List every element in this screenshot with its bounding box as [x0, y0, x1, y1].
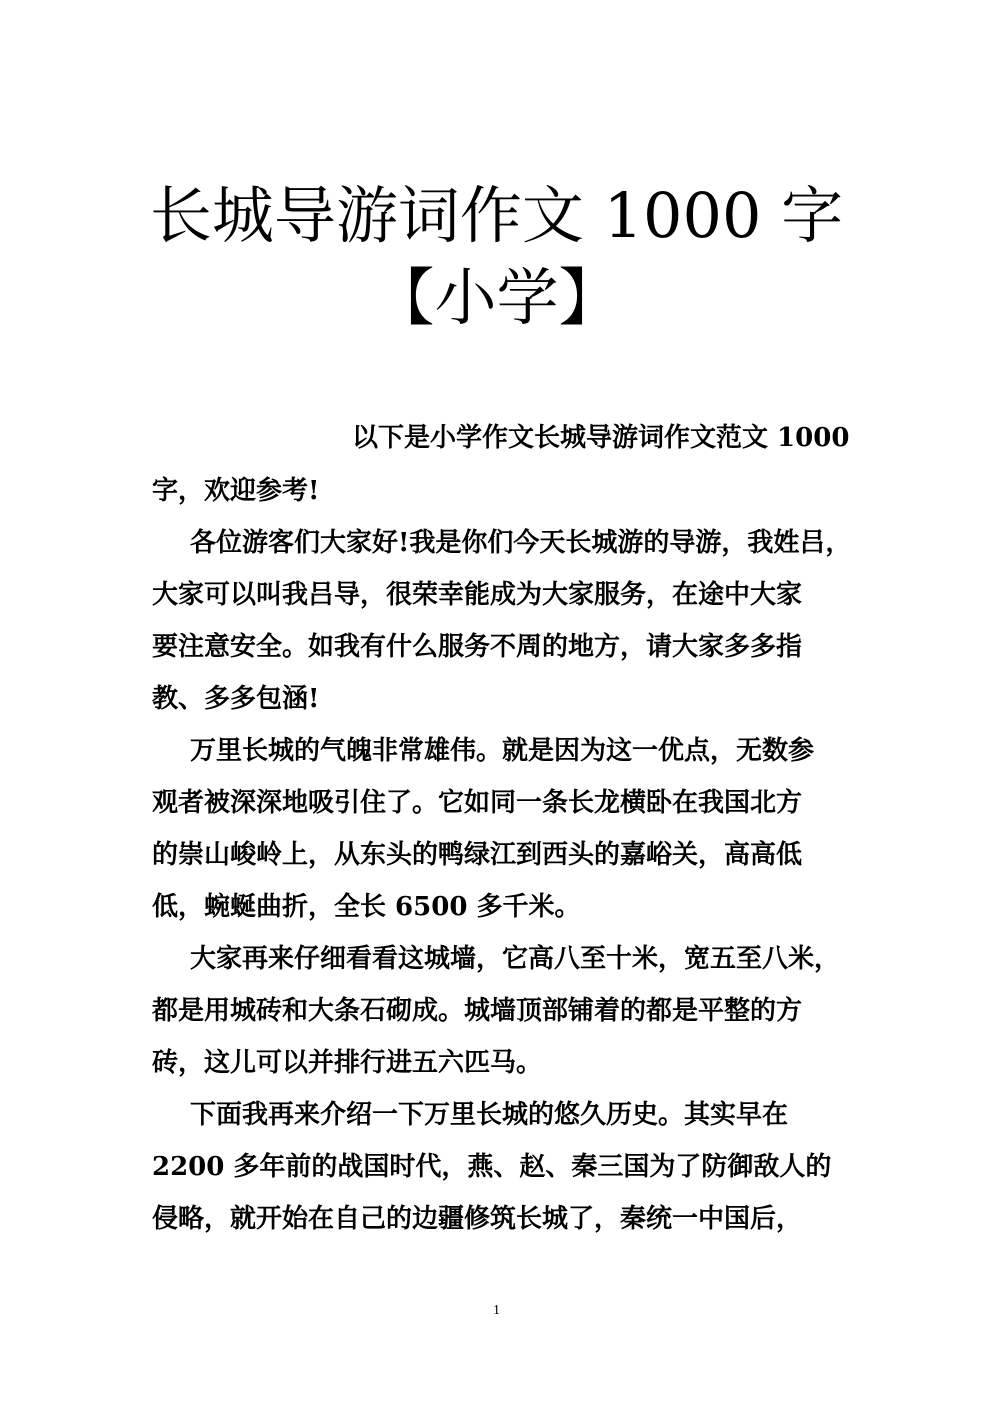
paragraph-2-line-3: 的崇山峻岭上，从东头的鸭绿江到西头的嘉峪关，高高低 — [152, 840, 803, 870]
paragraph-1-line-1: 各位游客们大家好!我是你们今天长城游的导游，我姓吕， — [190, 528, 852, 558]
paragraph-1-line-4: 教、多多包涵! — [152, 684, 320, 714]
paragraph-2-line-1: 万里长城的气魄非常雄伟。就是因为这一优点，无数参 — [190, 736, 815, 766]
paragraph-4-line-1: 下面我再来介绍一下万里长城的悠久历史。其实早在 — [190, 1100, 789, 1130]
paragraph-3-line-3: 砖，这儿可以并排行进五六匹马。 — [152, 1048, 543, 1078]
paragraph-2-line-2: 观者被深深地吸引住了。它如同一条长龙横卧在我国北方 — [152, 788, 803, 818]
intro-line-2: 字，欢迎参考! — [152, 476, 320, 506]
document-title-line-2: 【小学】 — [372, 261, 621, 334]
page-number: 1 — [493, 1303, 500, 1318]
paragraph-2-line-4: 低，蜿蜒曲折，全长 6500 多千米。 — [152, 892, 581, 922]
paragraph-3-line-1: 大家再来仔细看看这城墙，它高八至十米，宽五至八米， — [190, 944, 841, 974]
intro-line-1: 以下是小学作文长城导游词作文范文 1000 — [352, 423, 850, 453]
paragraph-1-line-2: 大家可以叫我吕导，很荣幸能成为大家服务，在途中大家 — [152, 580, 803, 610]
paragraph-4-line-2: 2200 多年前的战国时代，燕、赵、秦三国为了防御敌人的 — [152, 1152, 832, 1182]
document-title-line-1: 长城导游词作文 1000 字 — [149, 179, 844, 252]
paragraph-4-line-3: 侵略，就开始在自己的边疆修筑长城了，秦统一中国后， — [152, 1204, 803, 1234]
paragraph-3-line-2: 都是用城砖和大条石砌成。城墙顶部铺着的都是平整的方 — [152, 996, 803, 1026]
paragraph-1-line-3: 要注意安全。如我有什么服务不周的地方，请大家多多指 — [152, 632, 803, 662]
